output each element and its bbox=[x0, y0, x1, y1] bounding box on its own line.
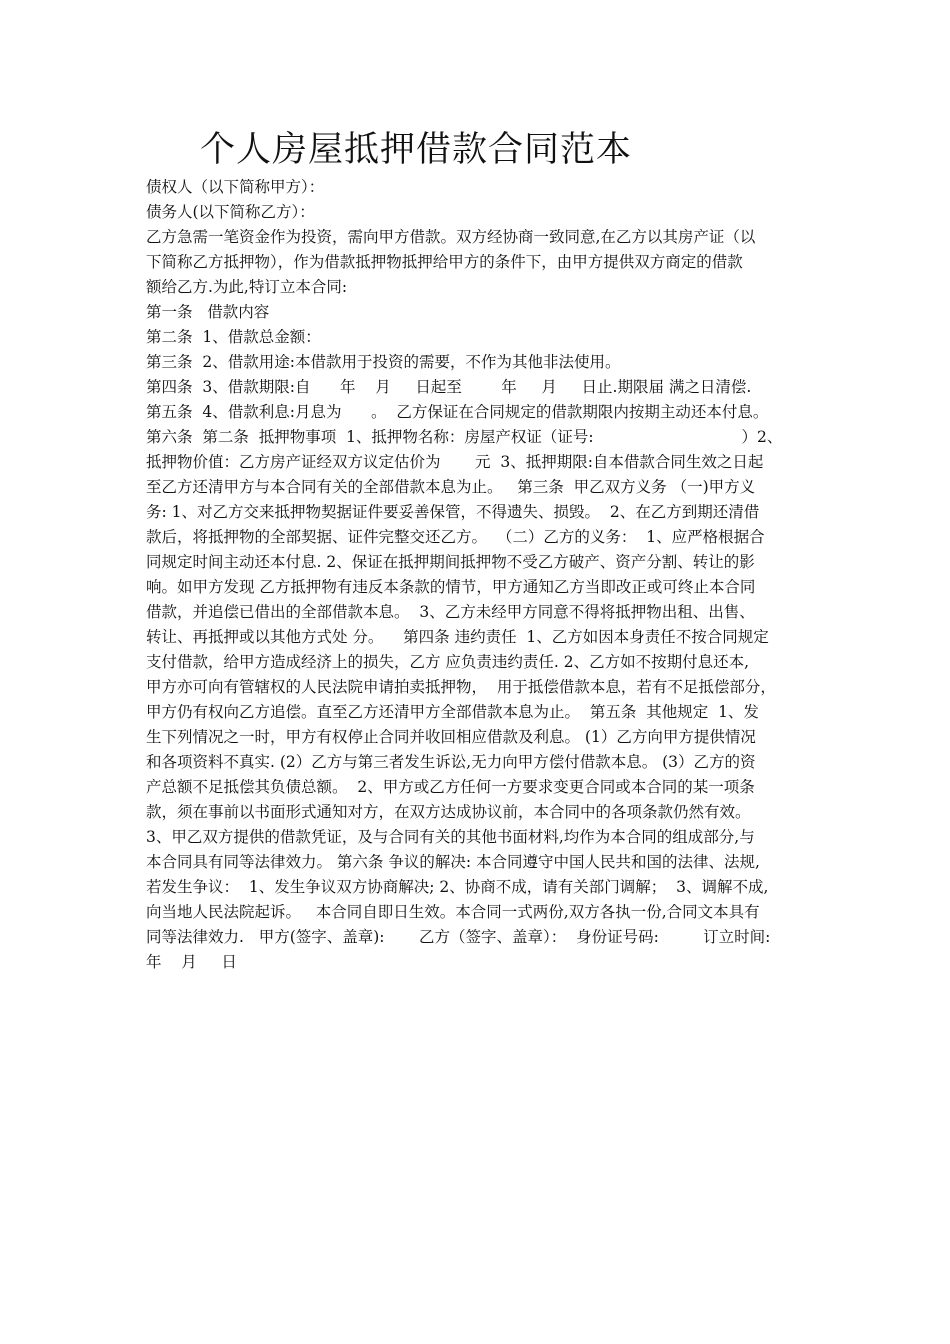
clause-line: 第四条 3、借款期限:自 年 月 日起至 年 月 日止.期限届 满之日清偿. bbox=[146, 378, 752, 396]
body-line: 生下列情况之一时，甲方有权停止合同并收回相应借款及利息。 (1）乙方向甲方提供情况 bbox=[146, 728, 756, 746]
body-line: 转让、再抵押或以其他方式处 分。 第四条 违约责任 1、乙方如因本身责任不按合同规定 bbox=[146, 628, 769, 646]
body-line: 若发生争议： 1、发生争议双方协商解决; 2、协商不成，请有关部门调解； 3、调解不成, bbox=[146, 878, 769, 896]
body-line: 同规定时间主动还本付息. 2、保证在抵押期间抵押物不受乙方破产、资产分割、转让的影 bbox=[146, 553, 755, 571]
creditor-line: 债权人（以下简称甲方）： bbox=[146, 178, 325, 196]
clause-line: 第五条 4、借款利息:月息为 。 乙方保证在合同规定的借款期限内按期主动还本付息。 bbox=[146, 403, 769, 421]
clause-line: 第六条 第二条 抵押物事项 1、抵押物名称：房屋产权证（证号: ）2、 bbox=[146, 428, 783, 446]
body-line: 抵押物价值：乙方房产证经双方议定估价为 元 3、抵押期限:自本借款合同生效之日起 bbox=[146, 453, 764, 471]
body-line: 下简称乙方抵押物），作为借款抵押物抵押给甲方的条件下，由甲方提供双方商定的借款 bbox=[146, 253, 743, 271]
body-line: 借款，并追偿已借出的全部借款本息。 3、乙方未经甲方同意不得将抵押物出租、出售、 bbox=[146, 603, 755, 621]
body-line: 款，须在事前以书面形式通知对方，在双方达成协议前，本合同中的各项条款仍然有效。 bbox=[146, 803, 751, 821]
clause-line: 第一条 借款内容 bbox=[146, 303, 270, 321]
clause-line: 第二条 1、借款总金额： bbox=[146, 328, 321, 346]
body-line: 甲方亦可向有管辖权的人民法院申请拍卖抵押物， 用于抵偿借款本息，若有不足抵偿部分， bbox=[146, 678, 776, 696]
body-line: 款后，将抵押物的全部契据、证件完整交还乙方。 （二）乙方的义务： 1、应严格根据合 bbox=[146, 528, 765, 546]
body-line: 支付借款，给甲方造成经济上的损失，乙方 应负责违约责任. 2、乙方如不按期付息还本, bbox=[146, 653, 750, 671]
document-title: 个人房屋抵押借款合同范本 bbox=[200, 130, 633, 170]
body-line: 响。如甲方发现 乙方抵押物有违反本条款的情节，甲方通知乙方当即改正或可终止本合同 bbox=[146, 578, 756, 596]
body-line: 乙方急需一笔资金作为投资，需向甲方借款。双方经协商一致同意,在乙方以其房产证（以 bbox=[146, 228, 756, 246]
clause-line: 第三条 2、借款用途:本借款用于投资的需要，不作为其他非法使用。 bbox=[146, 353, 621, 371]
body-line: 额给乙方.为此,特订立本合同: bbox=[146, 278, 348, 296]
signature-line: 同等法律效力. 甲方(签字、盖章): 乙方（签字、盖章）： 身份证号码: 订立时间: bbox=[146, 928, 771, 946]
date-line: 年 月 日 bbox=[146, 953, 237, 971]
body-line: 至乙方还清甲方与本合同有关的全部借款本息为止。 第三条 甲乙双方义务 （一)甲方义 bbox=[146, 478, 756, 496]
body-line: 向当地人民法院起诉。 本合同自即日生效。本合同一式两份,双方各执一份,合同文本具有 bbox=[146, 903, 760, 921]
body-line: 3、甲乙双方提供的借款凭证，及与合同有关的其他书面材料,均作为本合同的组成部分,与 bbox=[146, 828, 755, 846]
body-line: 务: 1、对乙方交来抵押物契据证件要妥善保管，不得遗失、损毁。 2、在乙方到期还清借 bbox=[146, 503, 760, 521]
body-line: 和各项资料不真实. (2）乙方与第三者发生诉讼,无力向甲方偿付借款本息。 (3）乙方的资 bbox=[146, 753, 756, 771]
body-line: 产总额不足抵偿其负债总额。 2、甲方或乙方任何一方要求变更合同或本合同的某一项条 bbox=[146, 778, 755, 796]
debtor-line: 债务人(以下简称乙方）： bbox=[146, 203, 315, 221]
body-line: 甲方仍有权向乙方追偿。直至乙方还清甲方全部借款本息为止。 第五条 其他规定 1、发 bbox=[146, 703, 759, 721]
body-line: 本合同具有同等法律效力。 第六条 争议的解决: 本合同遵守中国人民共和国的法律、法规, bbox=[146, 853, 760, 871]
